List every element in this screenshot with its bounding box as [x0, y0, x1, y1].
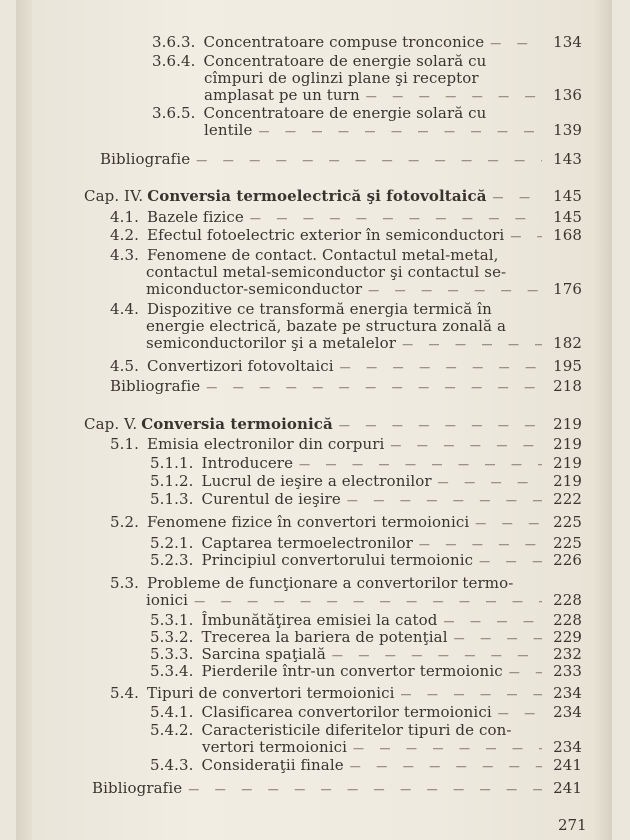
chapter-title: Conversia termoionică	[141, 415, 333, 433]
dot-leader	[443, 613, 542, 630]
section-number: 5.1.1.	[150, 454, 194, 472]
book-page	[16, 0, 612, 840]
section-title: Trecerea la bariera de potenţial	[201, 628, 448, 646]
page-number: 182	[553, 334, 582, 352]
section-title: Concentratoare de energie solară cu	[203, 104, 487, 122]
toc-entry	[110, 358, 582, 376]
dot-leader	[196, 152, 542, 169]
toc-entry	[150, 473, 582, 491]
dot-leader	[368, 282, 542, 299]
dot-leader	[401, 686, 542, 703]
toc-entry	[110, 209, 582, 227]
toc-entry	[110, 575, 582, 610]
toc-entry	[110, 436, 582, 454]
section-number: 4.5.	[110, 357, 140, 375]
page-number: 168	[553, 226, 582, 244]
page-number: 234	[553, 738, 582, 756]
dot-leader	[454, 630, 542, 647]
dot-leader	[353, 740, 542, 757]
dot-leader	[347, 492, 542, 509]
page-number: 219	[553, 472, 582, 490]
section-title: Fenomene fizice în convertori termoionici	[147, 513, 470, 531]
page-number: 145	[553, 187, 582, 205]
page-number: 241	[553, 779, 582, 797]
dot-leader	[250, 210, 542, 227]
section-number: 5.3.1.	[150, 611, 194, 629]
dot-leader	[475, 515, 542, 532]
section-title: Bazele fizice	[147, 208, 244, 226]
toc-entry	[152, 34, 582, 52]
dot-leader	[402, 336, 542, 353]
section-number: 5.1.	[110, 435, 140, 453]
section-number: 5.2.1.	[150, 534, 194, 552]
toc-entry	[150, 552, 582, 570]
section-title: Captarea termoelectronilor	[201, 534, 413, 552]
page-number: 228	[553, 611, 582, 629]
section-title: Îmbunătăţirea emisiei la catod	[201, 611, 438, 629]
section-title-continued: cîmpuri de oglinzi plane şi receptor	[204, 69, 479, 87]
section-title: Pierderile într-un convertor termoionic	[201, 662, 503, 680]
dot-leader	[438, 474, 542, 491]
page-number: 225	[553, 513, 582, 531]
toc-chapter	[84, 416, 582, 434]
chapter-number: Cap. V.	[84, 415, 138, 433]
dot-leader	[299, 456, 542, 473]
page-number: 143	[553, 150, 582, 168]
toc-entry	[110, 378, 582, 396]
bibliography-title: Bibliografie	[92, 779, 183, 797]
dot-leader	[340, 359, 542, 376]
section-title-continued: amplasat pe un turn	[204, 86, 360, 104]
toc-entry	[110, 685, 582, 703]
toc-entry	[110, 227, 582, 245]
dot-leader	[206, 379, 542, 396]
page-number: 232	[553, 645, 582, 663]
section-title: Probleme de funcţionare a convertorilor termo-	[147, 574, 514, 592]
toc-chapter	[84, 188, 582, 206]
page-number: 241	[553, 756, 582, 774]
section-title: Lucrul de ieşire a electronilor	[201, 472, 432, 490]
page-number: 218	[553, 377, 582, 395]
dot-leader	[339, 417, 542, 434]
dot-leader	[509, 664, 542, 681]
toc-entry	[110, 514, 582, 532]
toc-entry	[152, 105, 582, 140]
section-title-continued: vertori termoionici	[202, 738, 348, 756]
section-title: Curentul de ieşire	[201, 490, 341, 508]
toc-entry	[150, 455, 582, 473]
section-title-continued: semiconductorilor şi a metalelor	[146, 334, 397, 352]
dot-leader	[498, 705, 542, 722]
page-number: 145	[553, 208, 582, 226]
page-number: 219	[553, 435, 582, 453]
toc-entry	[110, 301, 582, 353]
page-number: 195	[553, 357, 582, 375]
dot-leader	[350, 758, 542, 775]
section-number: 5.3.2.	[150, 628, 194, 646]
page-number: 229	[553, 628, 582, 646]
page-number: 134	[553, 33, 582, 51]
page-number: 219	[553, 454, 582, 472]
toc-entry	[150, 722, 582, 757]
page-footer-number: 271	[558, 816, 587, 834]
page-number: 176	[553, 280, 582, 298]
bibliography-title: Bibliografie	[100, 150, 191, 168]
section-title: Fenomene de contact. Contactul metal-metal,	[147, 246, 499, 264]
dot-leader	[366, 88, 542, 105]
chapter-number: Cap. IV.	[84, 187, 144, 205]
section-title-continued: miconductor-semiconductor	[146, 280, 363, 298]
bibliography-title: Bibliografie	[110, 377, 201, 395]
toc-entry	[152, 53, 582, 105]
page-number: 234	[553, 703, 582, 721]
section-number: 5.2.3.	[150, 551, 194, 569]
dot-leader	[510, 228, 542, 245]
dot-leader	[194, 593, 542, 610]
toc-entry	[150, 704, 582, 722]
section-number: 5.4.3.	[150, 756, 194, 774]
toc-entry	[92, 780, 582, 798]
dot-leader	[479, 553, 542, 570]
page-number: 222	[553, 490, 582, 508]
section-title: Concentratoare de energie solară cu	[203, 52, 487, 70]
section-number: 5.1.2.	[150, 472, 194, 490]
section-number: 3.6.5.	[152, 104, 196, 122]
section-number: 4.1.	[110, 208, 140, 226]
section-title: Efectul fotoelectric exterior în semiconductori	[147, 226, 505, 244]
section-number: 5.4.1.	[150, 703, 194, 721]
chapter-title: Conversia termoelectrică şi fotovoltaică	[147, 187, 487, 205]
section-number: 5.2.	[110, 513, 140, 531]
section-title: Caracteristicile diferitelor tipuri de con-	[201, 721, 512, 739]
section-title: Sarcina spaţială	[201, 645, 326, 663]
page-number: 228	[553, 591, 582, 609]
section-title: Introducere	[201, 454, 294, 472]
section-title-continued: ionici	[146, 591, 189, 609]
dot-leader	[490, 35, 542, 52]
section-title: Tipuri de convertori termoionici	[147, 684, 395, 702]
section-title-continued: energie electrică, bazate pe structura zonală a	[146, 317, 506, 335]
page-number: 226	[553, 551, 582, 569]
section-number: 5.4.2.	[150, 721, 194, 739]
section-title: Dispozitive ce transformă energia termică în	[147, 300, 492, 318]
section-title-continued: contactul metal-semiconductor şi contactul se-	[146, 263, 507, 281]
section-title: Emisia electronilor din corpuri	[147, 435, 385, 453]
page-number: 234	[553, 684, 582, 702]
section-number: 5.3.	[110, 574, 140, 592]
toc-entry	[150, 757, 582, 775]
section-number: 5.3.3.	[150, 645, 194, 663]
page-number: 139	[553, 121, 582, 139]
dot-leader	[188, 781, 542, 798]
section-title: Concentratoare compuse tronconice	[203, 33, 485, 51]
section-title: Clasificarea convertorilor termoionici	[201, 703, 492, 721]
section-number: 5.3.4.	[150, 662, 194, 680]
page-number: 136	[553, 86, 582, 104]
section-number: 3.6.3.	[152, 33, 196, 51]
page-number: 219	[553, 415, 582, 433]
dot-leader	[390, 437, 542, 454]
section-number: 4.3.	[110, 246, 140, 264]
section-number: 3.6.4.	[152, 52, 196, 70]
toc-entry	[110, 247, 582, 299]
toc-entry	[150, 663, 582, 681]
dot-leader	[493, 189, 542, 206]
section-title: Principiul convertorului termoionic	[201, 551, 474, 569]
section-number: 4.4.	[110, 300, 140, 318]
section-number: 5.4.	[110, 684, 140, 702]
section-title-continued: lentile	[204, 121, 253, 139]
section-title: Convertizori fotovoltaici	[147, 357, 334, 375]
table-of-contents	[16, 0, 612, 840]
section-title: Consideraţii finale	[201, 756, 344, 774]
toc-entry	[100, 151, 582, 169]
dot-leader	[259, 123, 542, 140]
section-number: 4.2.	[110, 226, 140, 244]
section-number: 5.1.3.	[150, 490, 194, 508]
page-number: 233	[553, 662, 582, 680]
toc-entry	[150, 491, 582, 509]
page-number: 225	[553, 534, 582, 552]
